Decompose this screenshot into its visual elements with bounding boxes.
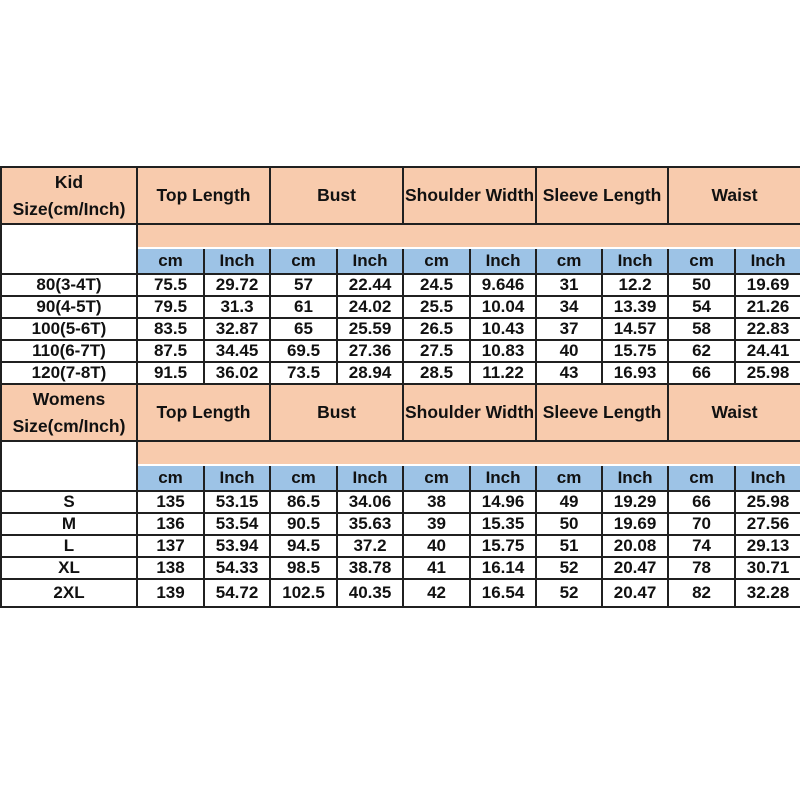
kid-value-cell: 25.59	[337, 318, 403, 340]
womens-value-cell: 54.72	[204, 579, 270, 607]
womens-value-cell: 38	[403, 491, 470, 513]
womens-size-cell: XL	[1, 557, 137, 579]
womens-value-cell: 74	[668, 535, 735, 557]
kid-value-cell: 57	[270, 274, 337, 296]
womens-value-cell: 53.15	[204, 491, 270, 513]
womens-value-cell: 70	[668, 513, 735, 535]
womens-size-cell: S	[1, 491, 137, 513]
kid-spacer-row	[1, 224, 800, 248]
womens-value-cell: 52	[536, 557, 602, 579]
womens-value-cell: 90.5	[270, 513, 337, 535]
kid-value-cell: 25.5	[403, 296, 470, 318]
womens-unit-label: cm	[403, 465, 470, 491]
womens-value-cell: 41	[403, 557, 470, 579]
womens-unit-label: cm	[270, 465, 337, 491]
kid-value-cell: 29.72	[204, 274, 270, 296]
womens-value-cell: 86.5	[270, 491, 337, 513]
kid-size-cell: 120(7-8T)	[1, 362, 137, 384]
kid-size-cell: 80(3-4T)	[1, 274, 137, 296]
kid-value-cell: 10.83	[470, 340, 536, 362]
kid-unit-label: Inch	[470, 248, 536, 274]
womens-blank-cell	[1, 441, 137, 491]
kid-unit-label: cm	[403, 248, 470, 274]
womens-value-cell: 137	[137, 535, 204, 557]
womens-value-cell: 98.5	[270, 557, 337, 579]
kid-value-cell: 37	[536, 318, 602, 340]
womens-value-cell: 51	[536, 535, 602, 557]
kid-size-header: Kid Size(cm/Inch)	[1, 167, 137, 224]
kid-value-cell: 79.5	[137, 296, 204, 318]
womens-value-cell: 53.94	[204, 535, 270, 557]
kid-column-header: Bust	[270, 167, 403, 224]
womens-value-cell: 19.69	[602, 513, 668, 535]
womens-unit-label: cm	[668, 465, 735, 491]
womens-unit-label: Inch	[337, 465, 403, 491]
kid-value-cell: 16.93	[602, 362, 668, 384]
womens-value-cell: 15.35	[470, 513, 536, 535]
kid-value-cell: 26.5	[403, 318, 470, 340]
kid-value-cell: 24.5	[403, 274, 470, 296]
womens-value-cell: 53.54	[204, 513, 270, 535]
womens-value-cell: 54.33	[204, 557, 270, 579]
womens-size-header: Womens Size(cm/Inch)	[1, 384, 137, 441]
womens-value-cell: 38.78	[337, 557, 403, 579]
womens-value-cell: 37.2	[337, 535, 403, 557]
kid-value-cell: 34.45	[204, 340, 270, 362]
womens-value-cell: 34.06	[337, 491, 403, 513]
womens-table-row	[1, 535, 800, 557]
womens-value-cell: 16.14	[470, 557, 536, 579]
womens-value-cell: 39	[403, 513, 470, 535]
womens-header-band	[137, 441, 800, 465]
womens-value-cell: 78	[668, 557, 735, 579]
kid-value-cell: 54	[668, 296, 735, 318]
kid-unit-label: cm	[137, 248, 204, 274]
kid-value-cell: 28.5	[403, 362, 470, 384]
womens-value-cell: 52	[536, 579, 602, 607]
womens-value-cell: 20.47	[602, 557, 668, 579]
kid-column-header: Waist	[668, 167, 800, 224]
size-chart	[0, 166, 800, 608]
kid-value-cell: 50	[668, 274, 735, 296]
kid-table-row	[1, 296, 800, 318]
kid-value-cell: 9.646	[470, 274, 536, 296]
womens-value-cell: 40.35	[337, 579, 403, 607]
womens-value-cell: 94.5	[270, 535, 337, 557]
kid-size-cell: 100(5-6T)	[1, 318, 137, 340]
womens-size-cell: 2XL	[1, 579, 137, 607]
kid-column-header: Shoulder Width	[403, 167, 536, 224]
kid-value-cell: 31	[536, 274, 602, 296]
kid-value-cell: 22.44	[337, 274, 403, 296]
kid-table-row	[1, 340, 800, 362]
womens-value-cell: 49	[536, 491, 602, 513]
kid-value-cell: 13.39	[602, 296, 668, 318]
kid-value-cell: 25.98	[735, 362, 800, 384]
kid-value-cell: 69.5	[270, 340, 337, 362]
womens-column-header: Waist	[668, 384, 800, 441]
womens-table-row	[1, 557, 800, 579]
kid-unit-label: cm	[536, 248, 602, 274]
womens-unit-label: cm	[536, 465, 602, 491]
womens-value-cell: 135	[137, 491, 204, 513]
womens-value-cell: 19.29	[602, 491, 668, 513]
kid-table-row	[1, 274, 800, 296]
womens-value-cell: 29.13	[735, 535, 800, 557]
womens-unit-label: Inch	[602, 465, 668, 491]
kid-header-row	[1, 167, 800, 224]
kid-unit-label: cm	[270, 248, 337, 274]
kid-header-band	[137, 224, 800, 248]
kid-value-cell: 61	[270, 296, 337, 318]
kid-value-cell: 10.04	[470, 296, 536, 318]
kid-size-cell: 90(4-5T)	[1, 296, 137, 318]
kid-value-cell: 19.69	[735, 274, 800, 296]
kid-value-cell: 12.2	[602, 274, 668, 296]
kid-column-header: Sleeve Length	[536, 167, 668, 224]
womens-value-cell: 32.28	[735, 579, 800, 607]
size-table	[0, 166, 800, 608]
kid-value-cell: 24.41	[735, 340, 800, 362]
kid-value-cell: 40	[536, 340, 602, 362]
kid-value-cell: 21.26	[735, 296, 800, 318]
womens-value-cell: 42	[403, 579, 470, 607]
womens-value-cell: 35.63	[337, 513, 403, 535]
womens-value-cell: 30.71	[735, 557, 800, 579]
kid-value-cell: 11.22	[470, 362, 536, 384]
womens-value-cell: 139	[137, 579, 204, 607]
kid-value-cell: 31.3	[204, 296, 270, 318]
kid-unit-label: Inch	[204, 248, 270, 274]
kid-value-cell: 83.5	[137, 318, 204, 340]
kid-unit-label: Inch	[337, 248, 403, 274]
kid-value-cell: 27.36	[337, 340, 403, 362]
womens-value-cell: 15.75	[470, 535, 536, 557]
womens-table-row	[1, 491, 800, 513]
womens-table-row	[1, 513, 800, 535]
womens-column-header: Bust	[270, 384, 403, 441]
kid-column-header: Top Length	[137, 167, 270, 224]
kid-value-cell: 73.5	[270, 362, 337, 384]
kid-value-cell: 24.02	[337, 296, 403, 318]
womens-value-cell: 136	[137, 513, 204, 535]
womens-unit-label: Inch	[204, 465, 270, 491]
kid-value-cell: 14.57	[602, 318, 668, 340]
womens-value-cell: 14.96	[470, 491, 536, 513]
kid-blank-cell	[1, 224, 137, 274]
kid-value-cell: 15.75	[602, 340, 668, 362]
kid-table-row	[1, 318, 800, 340]
kid-unit-label: Inch	[602, 248, 668, 274]
kid-value-cell: 58	[668, 318, 735, 340]
womens-column-header: Top Length	[137, 384, 270, 441]
womens-column-header: Sleeve Length	[536, 384, 668, 441]
kid-size-cell: 110(6-7T)	[1, 340, 137, 362]
kid-unit-label: cm	[668, 248, 735, 274]
kid-value-cell: 28.94	[337, 362, 403, 384]
womens-column-header: Shoulder Width	[403, 384, 536, 441]
kid-value-cell: 34	[536, 296, 602, 318]
womens-size-cell: L	[1, 535, 137, 557]
womens-spacer-row	[1, 441, 800, 465]
womens-value-cell: 50	[536, 513, 602, 535]
womens-table-row	[1, 579, 800, 607]
kid-value-cell: 91.5	[137, 362, 204, 384]
womens-value-cell: 66	[668, 491, 735, 513]
womens-value-cell: 16.54	[470, 579, 536, 607]
womens-value-cell: 27.56	[735, 513, 800, 535]
kid-value-cell: 66	[668, 362, 735, 384]
kid-table-row	[1, 362, 800, 384]
womens-value-cell: 102.5	[270, 579, 337, 607]
kid-value-cell: 10.43	[470, 318, 536, 340]
kid-value-cell: 32.87	[204, 318, 270, 340]
womens-size-cell: M	[1, 513, 137, 535]
kid-value-cell: 43	[536, 362, 602, 384]
kid-value-cell: 75.5	[137, 274, 204, 296]
womens-value-cell: 20.47	[602, 579, 668, 607]
womens-unit-label: cm	[137, 465, 204, 491]
kid-value-cell: 27.5	[403, 340, 470, 362]
womens-unit-label: Inch	[735, 465, 800, 491]
kid-value-cell: 22.83	[735, 318, 800, 340]
kid-unit-label: Inch	[735, 248, 800, 274]
kid-value-cell: 87.5	[137, 340, 204, 362]
womens-unit-label: Inch	[470, 465, 536, 491]
womens-value-cell: 138	[137, 557, 204, 579]
womens-value-cell: 20.08	[602, 535, 668, 557]
kid-value-cell: 65	[270, 318, 337, 340]
womens-value-cell: 40	[403, 535, 470, 557]
womens-value-cell: 82	[668, 579, 735, 607]
womens-header-row	[1, 384, 800, 441]
womens-value-cell: 25.98	[735, 491, 800, 513]
kid-value-cell: 62	[668, 340, 735, 362]
kid-value-cell: 36.02	[204, 362, 270, 384]
